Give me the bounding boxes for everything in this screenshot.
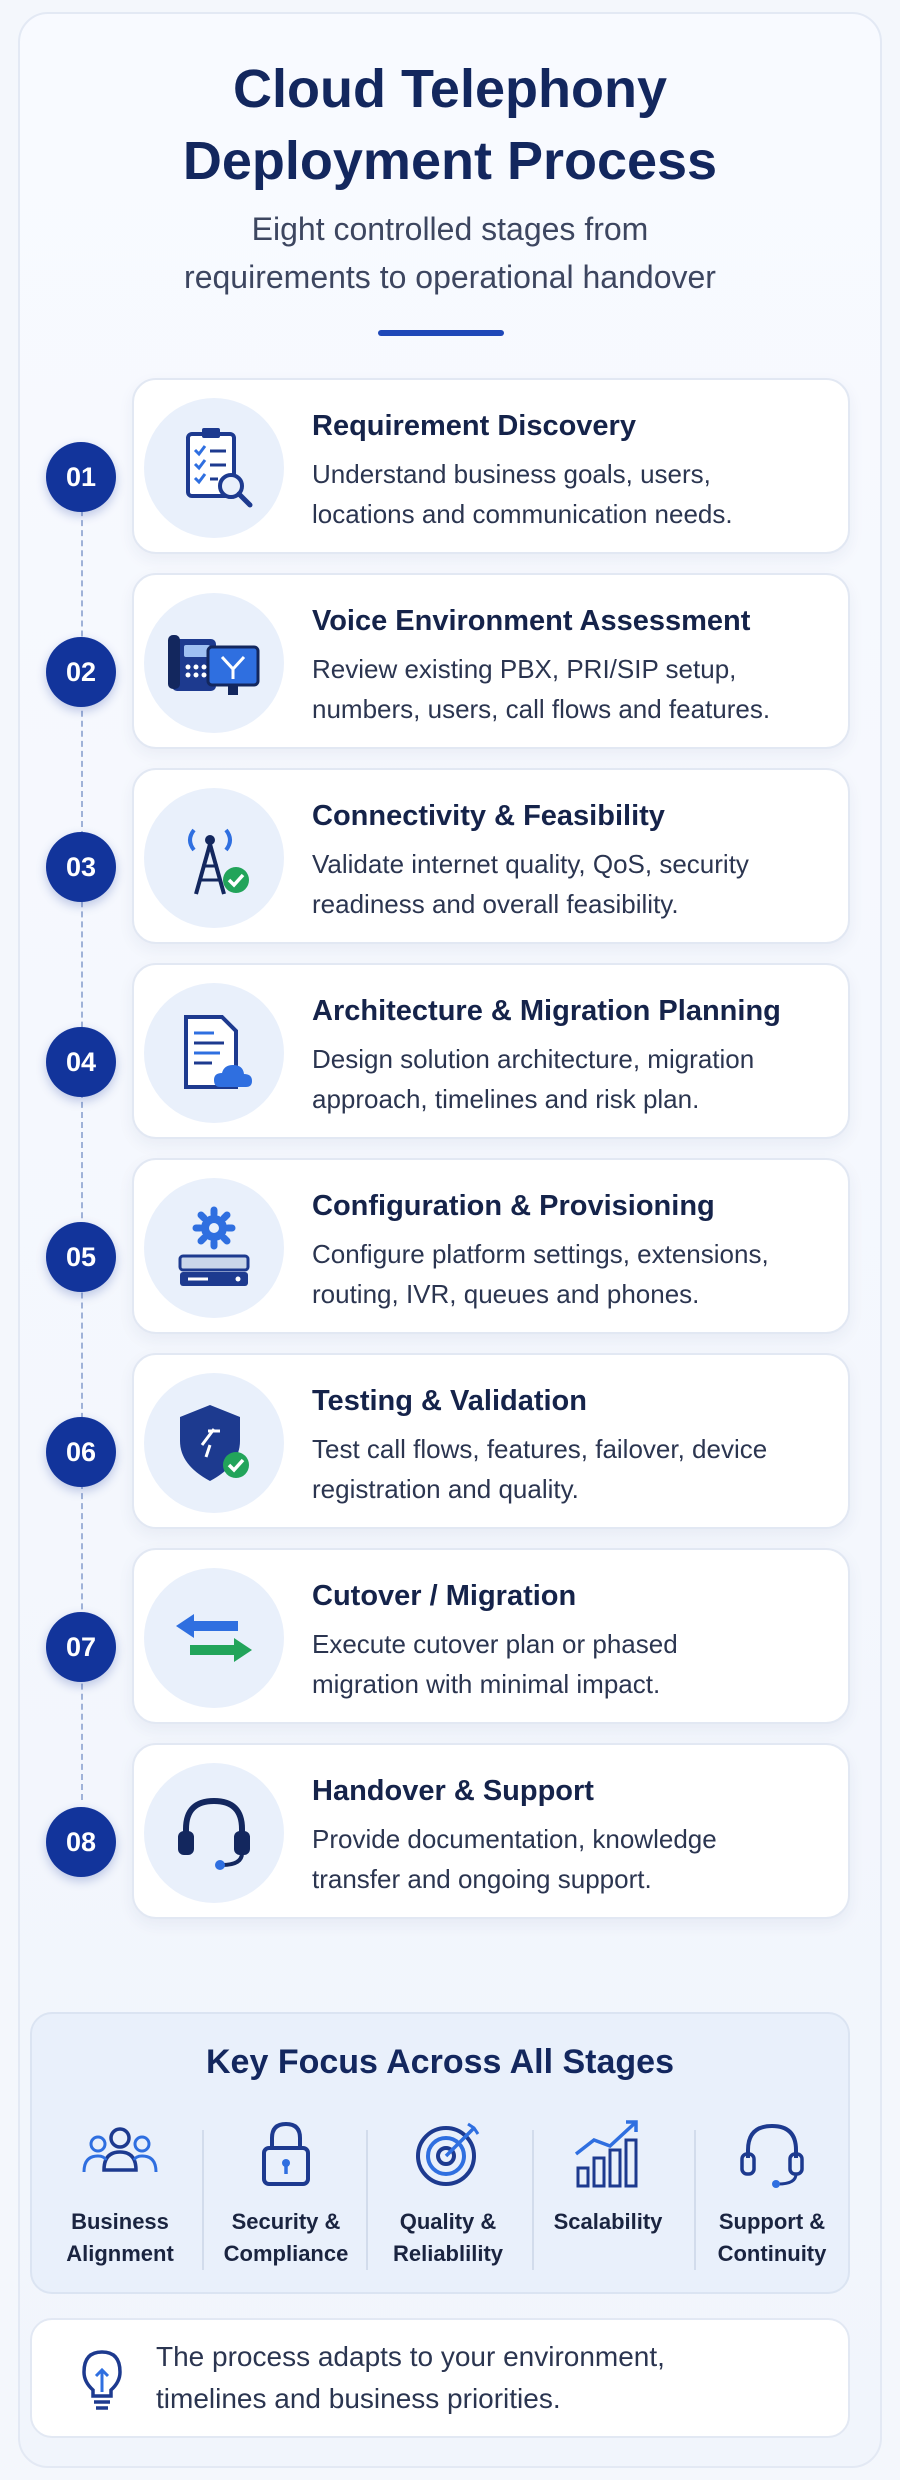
focus-label: Security & Compliance bbox=[223, 2209, 349, 2266]
step-description: Understand business goals, users, locations and communication needs. bbox=[312, 459, 733, 529]
focus-item-quality-reliability bbox=[368, 2114, 528, 2284]
padlock-icon bbox=[246, 2114, 326, 2194]
step-08 bbox=[0, 1743, 900, 1923]
focus-divider bbox=[202, 2130, 204, 2270]
focus-item-scalability bbox=[528, 2114, 688, 2284]
step-04 bbox=[0, 963, 900, 1143]
step-06 bbox=[0, 1353, 900, 1533]
step-card bbox=[132, 378, 850, 554]
step-description: Test call flows, features, failover, device registration and quality. bbox=[312, 1434, 768, 1504]
step-number-badge: 06 bbox=[46, 1417, 116, 1487]
step-card bbox=[132, 963, 850, 1139]
step-description: Design solution architecture, migration approach, timelines and risk plan. bbox=[312, 1044, 755, 1114]
step-title: Handover & Support bbox=[312, 1775, 594, 1807]
step-number-badge: 04 bbox=[46, 1027, 116, 1097]
step-02 bbox=[0, 573, 900, 753]
document-cloud-icon bbox=[144, 983, 284, 1123]
step-number-badge: 05 bbox=[46, 1222, 116, 1292]
step-number-badge: 03 bbox=[46, 832, 116, 902]
lightbulb-icon bbox=[74, 2346, 130, 2414]
page-title-line-2: Deployment Process bbox=[182, 131, 718, 191]
users-group-icon bbox=[80, 2114, 160, 2194]
adaptation-note bbox=[30, 2318, 850, 2438]
note-text: The process adapts to your environment, timelines and business priorities. bbox=[156, 2341, 665, 2414]
step-description: Validate internet quality, QoS, security readiness and overall feasibility. bbox=[312, 849, 749, 919]
key-focus-title: Key Focus Across All Stages bbox=[206, 2043, 674, 2081]
focus-label: Business Alignment bbox=[66, 2209, 174, 2266]
title-accent-bar bbox=[378, 330, 504, 336]
step-card bbox=[132, 1743, 850, 1919]
step-number-badge: 07 bbox=[46, 1612, 116, 1682]
focus-item-security-compliance bbox=[206, 2114, 366, 2284]
swap-arrows-icon bbox=[144, 1568, 284, 1708]
step-card bbox=[132, 1353, 850, 1529]
step-title: Cutover / Migration bbox=[312, 1580, 577, 1612]
step-description: Review existing PBX, PRI/SIP setup, numbers, users, call flows and features. bbox=[312, 654, 771, 724]
step-title: Requirement Discovery bbox=[312, 410, 636, 442]
step-title: Architecture & Migration Planning bbox=[312, 995, 781, 1027]
gear-server-icon bbox=[144, 1178, 284, 1318]
step-number-badge: 01 bbox=[46, 442, 116, 512]
shield-check-icon bbox=[144, 1373, 284, 1513]
page-title-line-1: Cloud Telephony bbox=[233, 59, 667, 119]
subtitle-line-1: Eight controlled stages from bbox=[251, 211, 649, 247]
ip-phone-monitor-icon bbox=[144, 593, 284, 733]
step-title: Configuration & Provisioning bbox=[312, 1190, 715, 1222]
focus-item-business-alignment bbox=[40, 2114, 200, 2284]
clipboard-checklist-icon bbox=[144, 398, 284, 538]
key-focus-panel bbox=[30, 2012, 850, 2294]
step-card bbox=[132, 1548, 850, 1724]
target-icon bbox=[408, 2114, 488, 2194]
growth-chart-icon bbox=[568, 2114, 648, 2194]
headset-icon bbox=[732, 2114, 812, 2194]
headset-icon bbox=[144, 1763, 284, 1903]
step-title: Voice Environment Assessment bbox=[312, 605, 751, 637]
step-title: Testing & Validation bbox=[312, 1385, 587, 1417]
signal-tower-check-icon bbox=[144, 788, 284, 928]
step-05 bbox=[0, 1158, 900, 1338]
focus-label: Support & Continuity bbox=[717, 2209, 827, 2266]
focus-label: Quality & Reliablility bbox=[392, 2209, 504, 2266]
step-description: Provide documentation, knowledge transfer and ongoing support. bbox=[312, 1824, 717, 1894]
focus-label: Scalability bbox=[553, 2209, 663, 2234]
step-description: Configure platform settings, extensions, routing, IVR, queues and phones. bbox=[312, 1239, 769, 1309]
step-title: Connectivity & Feasibility bbox=[312, 800, 665, 832]
step-number-badge: 08 bbox=[46, 1807, 116, 1877]
step-number-badge: 02 bbox=[46, 637, 116, 707]
subtitle-line-2: requirements to operational handover bbox=[184, 259, 716, 295]
focus-item-support-continuity bbox=[692, 2114, 852, 2284]
step-description: Execute cutover plan or phased migration with minimal impact. bbox=[312, 1629, 678, 1699]
step-card bbox=[132, 768, 850, 944]
step-03 bbox=[0, 768, 900, 948]
step-07 bbox=[0, 1548, 900, 1728]
step-01 bbox=[0, 378, 900, 558]
step-card bbox=[132, 1158, 850, 1334]
step-card bbox=[132, 573, 850, 749]
